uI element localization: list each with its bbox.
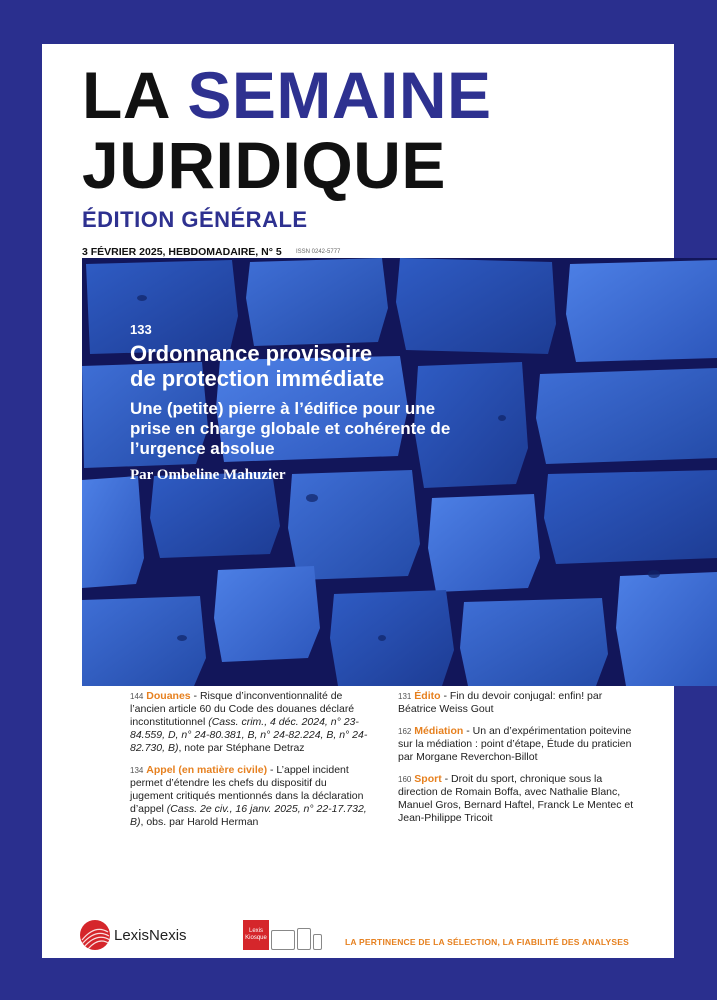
masthead-la: LA [82,58,169,132]
tablet-icon [297,928,311,950]
lead-article-title-line2: de protection immédiate [130,366,385,391]
summary-entry: 134 Appel (en matière civile) - L’appel incident permet d’étendre les chefs du dispositif du jugement critiqués mentionnés dans la déclaration d’appel (Cass. 2e civ., 16 janv. 2025, n° 22-17.732, B), obs. par Harold Herman [130,764,367,828]
masthead-line1 [82,58,492,132]
edition-label: ÉDITION GÉNÉRALE [82,207,308,232]
masthead-juridique: JURIDIQUE [82,128,446,202]
lead-article-author: Par Ombeline Mahuzier [130,467,286,483]
issn-number: ISSN 0242-5777 [296,249,341,255]
lead-article [130,322,550,484]
lead-article-number: 133 [130,322,152,337]
lexisnexis-wordmark: LexisNexis [114,926,187,944]
phone-icon [313,934,322,950]
issue-dateline: 3 FÉVRIER 2025, HEBDOMADAIRE, N° 5 [82,246,282,258]
summary-entry: 162 Médiation - Un an d’expérimentation poitevine sur la médiation : point d’étape, Étude du praticien par Morgane Reverchon-Billot [398,725,632,763]
publisher-tagline: LA PERTINENCE DE LA SÉLECTION, LA FIABILITÉ DES ANALYSES [345,937,630,947]
summary-entry: 144 Douanes - Risque d’inconventionnalité de l’ancien article 60 du Code des douanes déclaré inconstitutionnel (Cass. crim., 4 déc. 2024, n° 23-84.559, D, n° 24-80.381, B, n° 24-82.224, B, n° 24-82.730, B), note par Stéphane Detraz [130,690,368,754]
kiosque-app-icons [243,920,322,950]
lexisnexis-globe-icon [80,920,110,950]
summaries-left-column [130,690,372,838]
masthead [82,58,492,202]
summaries-right-column [398,690,634,834]
lead-article-subtitle: Une (petite) pierre à l’édifice pour une prise en charge globale et cohérente de l’urgence absolue [130,399,451,458]
lexis-kiosque-app-icon: Lexis Kiosque [243,920,269,950]
lead-article-title-line1: Ordonnance provisoire [130,341,373,366]
masthead-semaine: SEMAINE [187,58,492,132]
summary-entry: 131 Édito - Fin du devoir conjugal: enfin! par Béatrice Weiss Gout [398,690,603,715]
lead-article-title [130,341,550,391]
desktop-icon [271,930,295,950]
summary-entry: 160 Sport - Droit du sport, chronique sous la direction de Romain Boffa, avec Nathalie Blanc, Manuel Gros, Bernard Haftel, Franck Le Mentec et Jean-Philippe Tricoit [398,773,634,824]
lexisnexis-logo [80,920,187,950]
